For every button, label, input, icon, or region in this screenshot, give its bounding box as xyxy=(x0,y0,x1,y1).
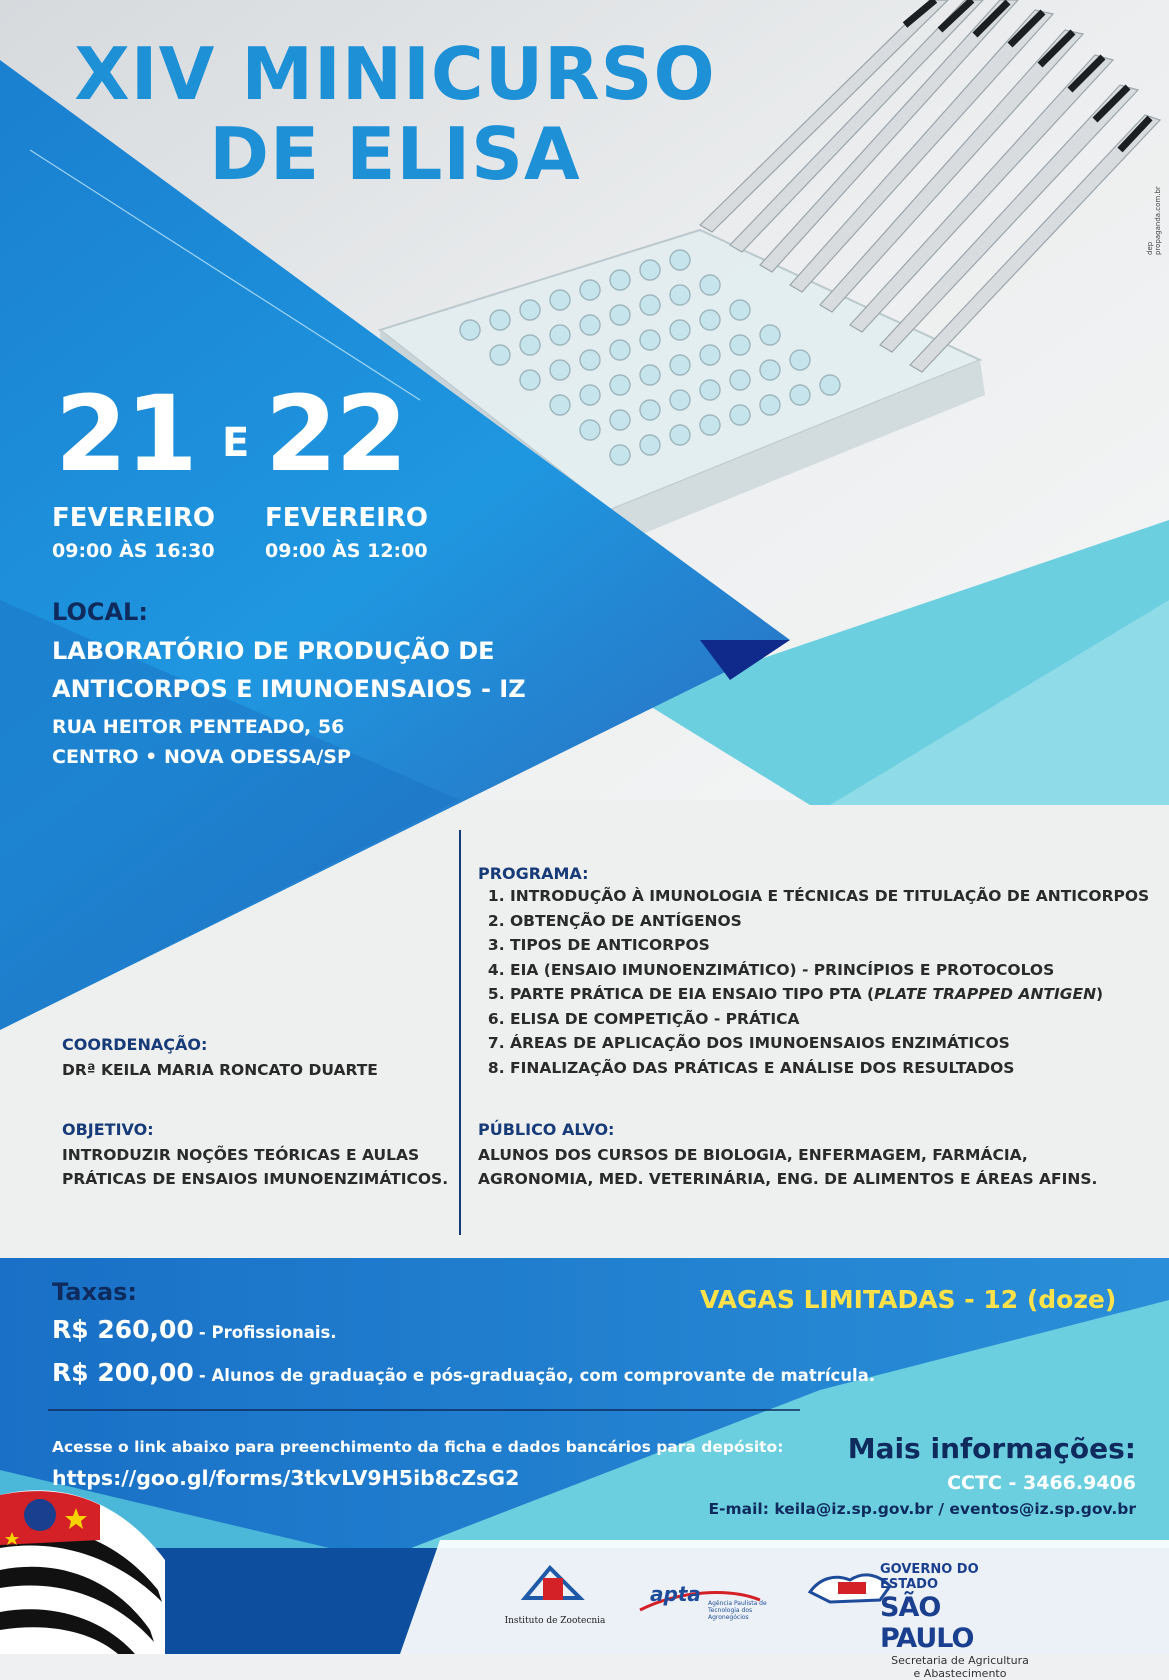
address-line-2: CENTRO • NOVA ODESSA/SP xyxy=(52,746,351,768)
programa-heading: PROGRAMA: xyxy=(478,864,589,883)
gov-line-2: SÃO PAULO xyxy=(880,1592,974,1654)
vagas-limitadas: VAGAS LIMITADAS - 12 (doze) xyxy=(700,1285,1117,1314)
price-2-desc: - Alunos de graduação e pós-graduação, com comprovante de matrícula. xyxy=(198,1366,876,1385)
programa-item: 8. FINALIZAÇÃO DAS PRÁTICAS E ANÁLISE DOS RESULTADOS xyxy=(510,1056,1168,1081)
programa-item-5-end: ) xyxy=(1096,985,1104,1003)
programa-item: 2. OBTENÇÃO DE ANTÍGENOS xyxy=(510,909,1168,934)
title-line-2: DE ELISA xyxy=(209,112,581,196)
price-2: R$ 200,00 xyxy=(52,1358,194,1387)
gov-line-3: Secretaria de Agricultura xyxy=(891,1654,1029,1667)
credit-text: dep propaganda.com.br xyxy=(1146,186,1162,255)
objetivo-line-1: INTRODUZIR NOÇÕES TEÓRICAS E AULAS xyxy=(62,1146,420,1164)
programa-item: 7. ÁREAS DE APLICAÇÃO DOS IMUNOENSAIOS ENZIMÁTICOS xyxy=(510,1031,1168,1056)
contato-heading: Mais informações: xyxy=(847,1432,1136,1465)
month-2: FEVEREIRO xyxy=(265,503,428,533)
programa-list xyxy=(478,884,1168,1080)
hours-1: 09:00 ÀS 16:30 xyxy=(52,540,215,562)
objetivo-line-2: PRÁTICAS DE ENSAIOS IMUNOENZIMÁTICOS. xyxy=(62,1170,449,1188)
programa-item: 6. ELISA DE COMPETIÇÃO - PRÁTICA xyxy=(510,1007,1168,1032)
apta-logo-name: apta xyxy=(650,1582,701,1606)
publico-heading: PÚBLICO ALVO: xyxy=(478,1120,615,1139)
day-1: 21 xyxy=(55,373,196,495)
programa-item: 3. TIPOS DE ANTICORPOS xyxy=(510,933,1168,958)
gov-line-1: GOVERNO DO ESTADO xyxy=(880,1562,979,1592)
gov-line-4: e Abastecimento xyxy=(913,1667,1007,1680)
objetivo-heading: OBJETIVO: xyxy=(62,1120,154,1139)
gov-sp-logo xyxy=(880,1562,1040,1680)
title-line-1: XIV MINICURSO xyxy=(74,32,716,116)
address-line-1: RUA HEITOR PENTEADO, 56 xyxy=(52,716,345,738)
programa-item: 4. EIA (ENSAIO IMUNOENZIMÁTICO) - PRINCÍPIOS E PROTOCOLOS xyxy=(510,958,1168,983)
local-line-2: ANTICORPOS E IMUNOENSAIOS - IZ xyxy=(52,675,526,703)
price-row-2 xyxy=(52,1358,875,1387)
day-2: 22 xyxy=(265,373,406,495)
hours-2: 09:00 ÀS 12:00 xyxy=(265,540,428,562)
iz-logo-caption: Instituto de Zootecnia xyxy=(504,1616,606,1626)
contato-phone: CCTC - 3466.9406 xyxy=(947,1472,1136,1494)
apta-logo xyxy=(650,1582,701,1606)
programa-item-5-italic: PLATE TRAPPED ANTIGEN xyxy=(874,985,1097,1003)
price-row-1 xyxy=(52,1315,337,1344)
apta-logo-caption: Agência Paulista de Tecnologia dos Agronegócios xyxy=(708,1600,767,1621)
programa-item: 1. INTRODUÇÃO À IMUNOLOGIA E TÉCNICAS DE TITULAÇÃO DE ANTICORPOS xyxy=(510,884,1168,909)
coordenacao-heading: COORDENAÇÃO: xyxy=(62,1035,208,1054)
price-1: R$ 260,00 xyxy=(52,1315,194,1344)
inscricao-instruction: Acesse o link abaixo para preenchimento da ficha e dados bancários para depósito: xyxy=(52,1438,784,1456)
taxas-heading: Taxas: xyxy=(52,1278,138,1306)
local-heading: LOCAL: xyxy=(52,598,148,626)
month-1: FEVEREIRO xyxy=(52,503,215,533)
contato-email[interactable]: E-mail: keila@iz.sp.gov.br / eventos@iz.sp.gov.br xyxy=(708,1500,1136,1518)
publico-line-1: ALUNOS DOS CURSOS DE BIOLOGIA, ENFERMAGEM, FARMÁCIA, xyxy=(478,1146,1028,1164)
programa-item-5-text: PARTE PRÁTICA DE EIA ENSAIO TIPO PTA ( xyxy=(510,985,875,1003)
programa-item-5 xyxy=(510,982,1168,1007)
inscricao-link[interactable]: https://goo.gl/forms/3tkvLV9H5ib8cZsG2 xyxy=(52,1466,520,1490)
coordenacao-text: DRª KEILA MARIA RONCATO DUARTE xyxy=(62,1061,378,1079)
local-line-1: LABORATÓRIO DE PRODUÇÃO DE xyxy=(52,637,495,665)
publico-line-2: AGRONOMIA, MED. VETERINÁRIA, ENG. DE ALIMENTOS E ÁREAS AFINS. xyxy=(478,1170,1098,1188)
date-connector: E xyxy=(222,420,250,466)
price-1-desc: - Profissionais. xyxy=(198,1323,337,1342)
